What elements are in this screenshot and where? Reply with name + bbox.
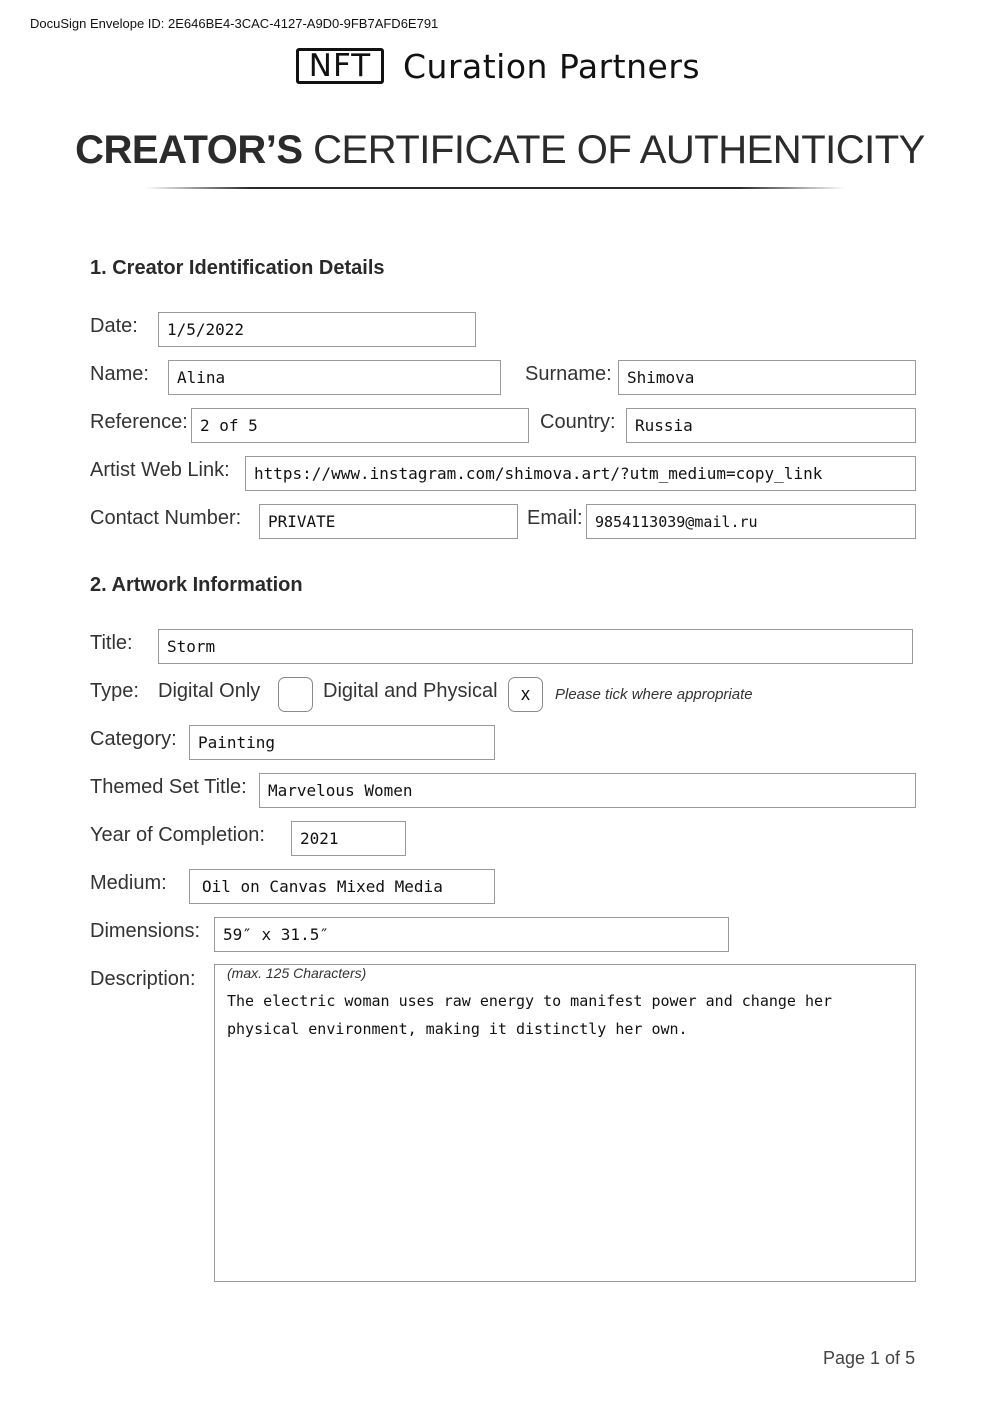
country-label: Country:: [540, 411, 616, 433]
weblink-field[interactable]: https://www.instagram.com/shimova.art/?utm_medium=copy_link: [245, 456, 916, 491]
title-field[interactable]: Storm: [158, 629, 913, 664]
section-1-heading: 1. Creator Identification Details: [90, 257, 385, 279]
email-field[interactable]: 9854113039@mail.ru: [586, 504, 916, 539]
themed-set-field[interactable]: Marvelous Women: [259, 773, 916, 808]
certificate-title: [0, 128, 1000, 173]
digital-physical-checkbox[interactable]: x: [508, 677, 543, 712]
date-label: Date:: [90, 315, 138, 337]
surname-field[interactable]: Shimova: [618, 360, 916, 395]
title-label: Title:: [90, 632, 133, 654]
logo-nft-box: NFT: [296, 48, 384, 84]
dimensions-label: Dimensions:: [90, 920, 201, 942]
weblink-label: Artist Web Link:: [90, 459, 230, 481]
country-field[interactable]: Russia: [626, 408, 916, 443]
reference-field[interactable]: 2 of 5: [191, 408, 529, 443]
description-hint: (max. 125 Characters): [227, 965, 367, 981]
themed-set-label: Themed Set Title:: [90, 776, 247, 798]
dimensions-field[interactable]: 59″ x 31.5″: [214, 917, 729, 952]
section-2-heading: 2. Artwork Information: [90, 574, 303, 596]
date-field[interactable]: 1/5/2022: [158, 312, 476, 347]
docusign-envelope-id: DocuSign Envelope ID: 2E646BE4-3CAC-4127-A9D0-9FB7AFD6E791: [30, 16, 439, 31]
name-field[interactable]: Alina: [168, 360, 501, 395]
reference-label: Reference:: [90, 411, 188, 433]
contact-field[interactable]: PRIVATE: [259, 504, 518, 539]
logo-text: Curation Partners: [403, 47, 701, 86]
description-label: Description:: [90, 968, 196, 990]
type-digital-only-label: Digital Only: [158, 680, 261, 702]
title-divider: [145, 187, 845, 189]
medium-field[interactable]: Oil on Canvas Mixed Media: [189, 869, 495, 904]
contact-label: Contact Number:: [90, 507, 242, 529]
title-bold: CREATOR’S: [75, 128, 303, 172]
category-label: Category:: [90, 728, 177, 750]
title-light: CERTIFICATE OF AUTHENTICITY: [313, 128, 925, 172]
surname-label: Surname:: [525, 363, 612, 385]
digital-only-checkbox[interactable]: [278, 677, 313, 712]
page-number: Page 1 of 5: [823, 1348, 916, 1368]
medium-label: Medium:: [90, 872, 167, 894]
year-label: Year of Completion:: [90, 824, 265, 846]
year-field[interactable]: 2021: [291, 821, 406, 856]
description-field[interactable]: [214, 964, 916, 1282]
email-label: Email:: [527, 507, 583, 529]
category-field[interactable]: Painting: [189, 725, 495, 760]
type-hint: Please tick where appropriate: [555, 686, 753, 703]
name-label: Name:: [90, 363, 149, 385]
description-text: The electric woman uses raw energy to manifest power and change her physical environment, making it distinctly her own.: [227, 992, 833, 1038]
type-label: Type:: [90, 680, 139, 702]
type-digital-physical-label: Digital and Physical: [323, 680, 498, 702]
